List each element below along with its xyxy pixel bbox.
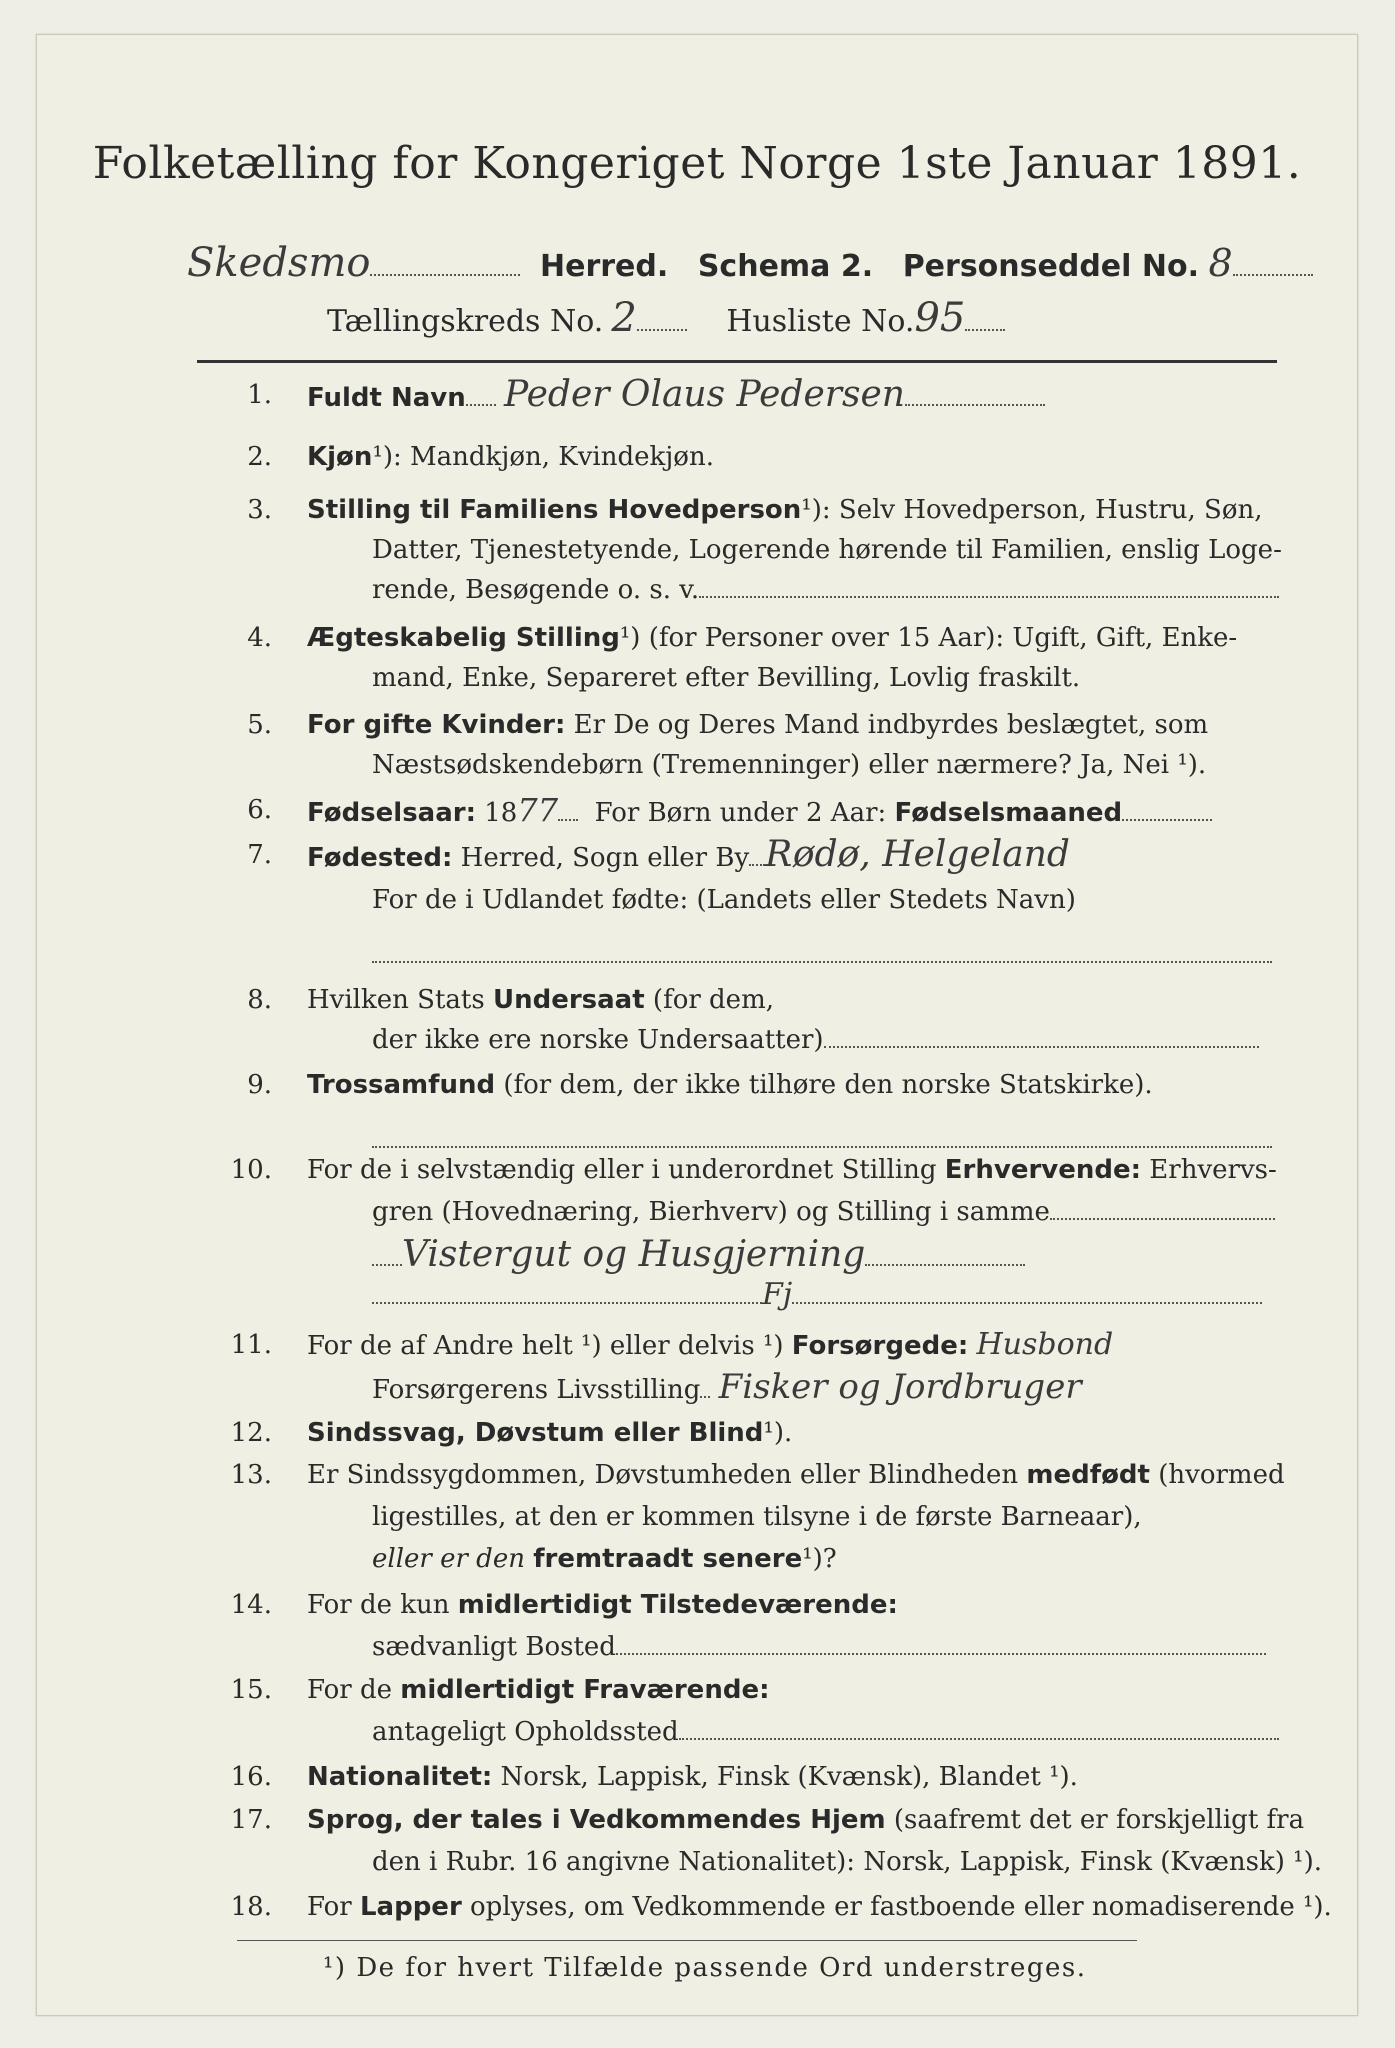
dotted-leader bbox=[372, 1264, 402, 1266]
item-line: mand, Enke, Separeret efter Bevilling, Lovlig fraskilt. bbox=[372, 663, 1081, 693]
personseddel-value: 8 bbox=[1208, 241, 1233, 285]
item-label: fremtraadt senere bbox=[533, 1544, 803, 1574]
item-number: 9. bbox=[247, 1070, 272, 1100]
item-text bbox=[307, 374, 1045, 415]
item-number: 16. bbox=[230, 1762, 272, 1792]
census-form-sheet bbox=[36, 34, 1358, 2016]
item-text-prefix: 18 bbox=[484, 798, 518, 828]
item-text-extra: oplyses, om Vedkommende er fastboende eller nomadiserende ¹). bbox=[470, 1892, 1332, 1922]
item-label: Fødested: bbox=[307, 843, 453, 873]
header-line-herred bbox=[187, 240, 1313, 286]
item-number: 4. bbox=[247, 623, 272, 653]
item-label: Stilling til Familiens Hovedperson bbox=[307, 495, 802, 525]
item-text-extra: (hvormed bbox=[1158, 1460, 1285, 1490]
item-line bbox=[372, 1544, 837, 1574]
item-line bbox=[372, 1717, 1279, 1747]
dotted-leader bbox=[1233, 274, 1313, 276]
item-text-extra: (for dem, bbox=[652, 985, 774, 1015]
item-line-text: ¹)? bbox=[802, 1544, 837, 1574]
full-name-value: Peder Olaus Pedersen bbox=[504, 374, 905, 415]
item-number: 13. bbox=[230, 1460, 272, 1490]
item-text bbox=[307, 710, 1208, 740]
dotted-leader bbox=[699, 596, 1279, 598]
item-label: Nationalitet: bbox=[307, 1762, 493, 1792]
item-text-prefix: For bbox=[307, 1892, 352, 1922]
item-line bbox=[372, 1197, 1275, 1227]
item-text-extra: (saafremt det er forskjelligt fra bbox=[893, 1805, 1305, 1835]
item-line bbox=[372, 1125, 1272, 1155]
header-line-kreds bbox=[327, 295, 1005, 341]
dotted-leader bbox=[965, 329, 1005, 331]
occupation-value: Vistergut og Husgjerning bbox=[402, 1234, 866, 1275]
item-text-prefix: For de bbox=[307, 1675, 392, 1705]
item-line bbox=[372, 1367, 1082, 1407]
item-number: 17. bbox=[230, 1805, 272, 1835]
footnote: ¹) De for hvert Tilfælde passende Ord understreges. bbox=[323, 1953, 1087, 1983]
item-number: 8. bbox=[247, 985, 272, 1015]
item-text-prefix: For de i selvstændig eller i underordnet Stilling bbox=[307, 1155, 937, 1185]
husliste-value: 95 bbox=[914, 295, 966, 341]
item-text-extra: (for dem, der ikke tilhøre den norske Statskirke). bbox=[503, 1070, 1153, 1100]
item-text bbox=[307, 1418, 792, 1448]
kreds-label: Tællingskreds No. bbox=[327, 304, 604, 339]
item-text-extra: For Børn under 2 Aar: bbox=[594, 798, 887, 828]
item-line bbox=[372, 575, 1279, 605]
item-text bbox=[307, 1675, 769, 1705]
item-text bbox=[307, 1805, 1304, 1835]
dotted-leader bbox=[558, 819, 578, 821]
item-options: Er De og Deres Mand indbyrdes beslægtet, som bbox=[573, 710, 1209, 740]
item-label: midlertidigt Tilstedeværende: bbox=[457, 1590, 898, 1620]
item-label: midlertidigt Fraværende: bbox=[400, 1675, 770, 1705]
item-label: Fuldt Navn bbox=[307, 383, 466, 413]
item-label: Ægteskabelig Stilling bbox=[307, 623, 620, 653]
item-text bbox=[307, 442, 714, 472]
item-text bbox=[307, 1155, 1277, 1185]
dotted-leader bbox=[372, 1302, 762, 1304]
dotted-leader bbox=[679, 1738, 1279, 1740]
item-label: Kjøn bbox=[307, 442, 373, 472]
item-text-prefix: Hvilken Stats bbox=[307, 985, 485, 1015]
item-line-text: eller er den bbox=[372, 1544, 525, 1574]
item-line bbox=[372, 1234, 1025, 1275]
item-line: Datter, Tjenestetyende, Logerende hørende til Familien, enslig Loge- bbox=[372, 535, 1282, 565]
dotted-leader bbox=[865, 1264, 1025, 1266]
item-number: 10. bbox=[230, 1155, 272, 1185]
item-line: Næstsødskendebørn (Tremenninger) eller nærmere? Ja, Nei ¹). bbox=[372, 750, 1207, 780]
item-options: ¹) (for Personer over 15 Aar): Ugift, Gift, Enke- bbox=[619, 623, 1238, 653]
item-label: medfødt bbox=[1026, 1460, 1150, 1490]
item-label: Undersaat bbox=[492, 985, 645, 1015]
birthplace-value: Rødø, Helgeland bbox=[765, 834, 1070, 875]
supporter-value: Husbond bbox=[976, 1327, 1114, 1362]
item-line: den i Rubr. 16 angivne Nationalitet): Norsk, Lappisk, Finsk (Kvænsk) ¹). bbox=[372, 1847, 1323, 1877]
item-line bbox=[372, 1632, 1266, 1662]
dotted-leader bbox=[370, 274, 520, 276]
item-text-prefix: Er Sindssygdommen, Døvstumheden eller Blindheden bbox=[307, 1460, 1019, 1490]
item-number: 18. bbox=[230, 1892, 272, 1922]
item-number: 5. bbox=[247, 710, 272, 740]
item-line-text: antageligt Opholdssted bbox=[372, 1717, 679, 1747]
item-text bbox=[307, 1327, 1114, 1362]
item-label: Forsørgede: bbox=[791, 1331, 969, 1361]
birth-year-value: 77 bbox=[517, 791, 559, 829]
item-text-prefix: For de af Andre helt ¹) eller delvis ¹) bbox=[307, 1331, 784, 1361]
item-line: ligestilles, at den er kommen tilsyne i de første Barneaar), bbox=[372, 1502, 1142, 1532]
dotted-leader bbox=[616, 1653, 1266, 1655]
item-number: 3. bbox=[247, 495, 272, 525]
item-number: 6. bbox=[247, 795, 272, 825]
dotted-leader bbox=[466, 404, 496, 406]
item-text-prefix: Herred, Sogn eller By bbox=[460, 843, 750, 873]
personseddel-label: Personseddel No. bbox=[902, 249, 1199, 284]
item-number: 2. bbox=[247, 442, 272, 472]
item-text-extra: Erhvervs- bbox=[1149, 1155, 1277, 1185]
item-label: Fødselsmaaned bbox=[894, 798, 1123, 828]
supporter-occupation-value: Fisker og Jordbruger bbox=[718, 1367, 1082, 1407]
item-number: 7. bbox=[247, 840, 272, 870]
item-number: 14. bbox=[230, 1590, 272, 1620]
item-number: 15. bbox=[230, 1675, 272, 1705]
item-label: Trossamfund bbox=[307, 1070, 496, 1100]
item-text bbox=[307, 1762, 1078, 1792]
item-label: For gifte Kvinder: bbox=[307, 710, 566, 740]
form-title: Folketælling for Kongeriget Norge 1ste Januar 1891. bbox=[92, 138, 1302, 189]
herred-value: Skedsmo bbox=[187, 240, 371, 286]
husliste-label: Husliste No. bbox=[726, 304, 915, 339]
footnote-rule bbox=[237, 1940, 1137, 1941]
item-text bbox=[307, 623, 1237, 653]
dotted-leader bbox=[700, 1396, 710, 1398]
item-line bbox=[372, 1025, 1259, 1055]
dotted-leader bbox=[905, 404, 1045, 406]
item-options: ¹): Mandkjøn, Kvindekjøn. bbox=[372, 442, 714, 472]
herred-label: Herred. bbox=[540, 249, 669, 284]
item-line-text: gren (Hovednæring, Bierhverv) og Stilling i samme bbox=[372, 1197, 1050, 1227]
item-options: ¹): Selv Hovedperson, Hustru, Søn, bbox=[801, 495, 1263, 525]
dotted-leader bbox=[824, 1046, 1259, 1048]
item-text bbox=[307, 985, 774, 1015]
dotted-leader bbox=[372, 1146, 1272, 1148]
item-line bbox=[372, 940, 1272, 970]
item-label: Sindssvag, Døvstum eller Blind bbox=[307, 1418, 764, 1448]
item-label: Lapper bbox=[359, 1892, 462, 1922]
item-line: For de i Udlandet fødte: (Landets eller Stedets Navn) bbox=[372, 885, 1076, 915]
item-text bbox=[307, 1070, 1153, 1100]
header-rule bbox=[197, 360, 1277, 363]
schema-label: Schema 2. bbox=[697, 249, 874, 284]
item-line-text: Forsørgerens Livsstilling bbox=[372, 1375, 701, 1405]
kreds-value: 2 bbox=[611, 295, 637, 341]
item-number: 1. bbox=[247, 380, 272, 410]
item-number: 12. bbox=[230, 1418, 272, 1448]
dotted-leader bbox=[792, 1302, 1262, 1304]
item-text bbox=[307, 1590, 898, 1620]
item-line-text: der ikke ere norske Undersaatter) bbox=[372, 1025, 824, 1055]
item-number: 11. bbox=[230, 1330, 272, 1360]
item-text-prefix: For de kun bbox=[307, 1590, 450, 1620]
item-label: Erhvervende: bbox=[944, 1155, 1142, 1185]
item-line-text: sædvanligt Bosted bbox=[372, 1632, 616, 1662]
dotted-leader bbox=[372, 961, 1272, 963]
item-label: Sprog, der tales i Vedkommendes Hjem bbox=[307, 1805, 886, 1835]
item-line-text: rende, Besøgende o. s. v. bbox=[372, 575, 700, 605]
item-line bbox=[372, 1277, 1262, 1312]
item-options: Norsk, Lappisk, Finsk (Kvænsk), Blandet ¹). bbox=[500, 1762, 1078, 1792]
dotted-leader bbox=[749, 864, 765, 866]
dotted-leader bbox=[637, 329, 687, 331]
item-text-extra: ¹). bbox=[763, 1418, 793, 1448]
item-text bbox=[307, 1892, 1332, 1922]
item-text bbox=[307, 495, 1263, 525]
occupation-code: Fj bbox=[762, 1277, 793, 1312]
dotted-leader bbox=[1050, 1218, 1275, 1220]
item-label: Fødselsaar: bbox=[307, 798, 476, 828]
item-text bbox=[307, 1460, 1285, 1490]
dotted-leader bbox=[1122, 819, 1212, 821]
item-text bbox=[307, 791, 1212, 829]
item-text bbox=[307, 834, 1070, 875]
